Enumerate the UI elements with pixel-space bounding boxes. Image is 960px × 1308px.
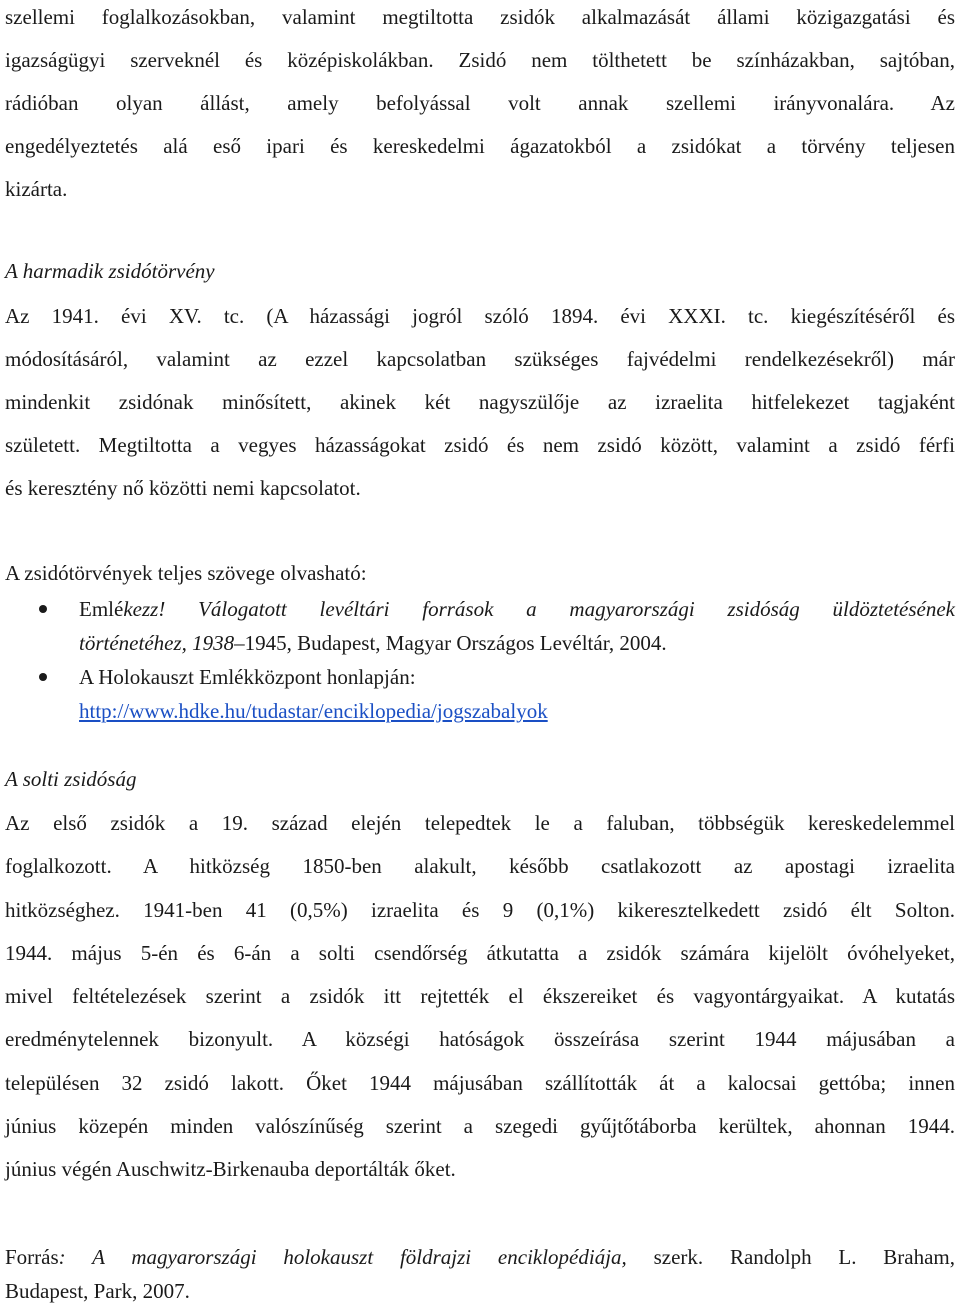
third-law-line-2: módosításáról, valamint az ezzel kapcsolatban szükséges fajvédelmi rendelkezésekről) már	[5, 347, 955, 371]
citation-line-2: Budapest, Park, 2007.	[5, 1279, 190, 1303]
solt-line-7: településen 32 zsidó lakott. Őket 1944 májusában szállították át a kalocsai gettóba; innen	[5, 1071, 955, 1095]
third-law-line-4: született. Megtiltotta a vegyes házasságokat zsidó és nem zsidó között, valamint a zsidó férfi	[5, 433, 955, 457]
sources-intro: A zsidótörvények teljes szövege olvasható:	[5, 561, 367, 585]
solt-line-1: Az első zsidók a 19. század elején telepedtek le a faluban, többségük kereskedelemmel	[5, 811, 955, 835]
list-item	[5, 592, 955, 660]
source-1-line-1: Emlékezz! Válogatott levéltári források a magyarországi zsidóság üldöztetésének	[79, 597, 955, 621]
source-2-label: A Holokauszt Emlékközpont honlapján:	[79, 665, 416, 689]
bullet-icon	[39, 673, 47, 681]
third-law-line-1: Az 1941. évi XV. tc. (A házassági jogról szóló 1894. évi XXXI. tc. kiegészítéséről és	[5, 304, 955, 328]
bullet-icon	[39, 605, 47, 613]
solt-line-6: eredménytelennek bizonyult. A községi hatóságok összeírása szerint 1944 májusában a	[5, 1027, 955, 1051]
intro-line-2: igazságügyi szerveknél és középiskolákban. Zsidó nem tölthetett be színházakban, sajtóban,	[5, 48, 955, 72]
source-1-line-2: történetéhez, 1938–1945, Budapest, Magyar Országos Levéltár, 2004.	[79, 631, 667, 655]
intro-line-3: rádióban olyan állást, amely befolyással volt annak szellemi irányvonalára. Az	[5, 91, 955, 115]
third-law-line-3: mindenkit zsidónak minősített, akinek két nagyszülője az izraelita hitfelekezet tagjaként	[5, 390, 955, 414]
intro-line-1: szellemi foglalkozásokban, valamint megtiltotta zsidók alkalmazását állami közigazgatási és	[5, 5, 955, 29]
solt-line-2: foglalkozott. A hitközség 1850-ben alakult, később csatlakozott az apostagi izraelita	[5, 854, 955, 878]
solt-line-8: június közepén minden valószínűség szerint a szegedi gyűjtőtáborba kerültek, ahonnan 1944.	[5, 1114, 955, 1138]
third-law-heading: A harmadik zsidótörvény	[5, 259, 215, 283]
solt-line-5: mivel feltételezések szerint a zsidók itt rejtették el ékszereiket és vagyontárgyaikat. A kutatás	[5, 984, 955, 1008]
solt-line-9: június végén Auschwitz-Birkenauba deportálták őket.	[5, 1157, 456, 1181]
hdke-link[interactable]: http://www.hdke.hu/tudastar/enciklopedia/jogszabalyok	[79, 699, 548, 723]
citation-line-1: Forrás: A magyarországi holokauszt földrajzi enciklopédiája, szerk. Randolph L. Braham,	[5, 1245, 955, 1269]
intro-line-5: kizárta.	[5, 177, 68, 201]
list-item	[5, 660, 955, 728]
solt-line-4: 1944. május 5-én és 6-án a solti csendőrség átkutatta a zsidók számára kijelölt óvóhelyeket,	[5, 941, 955, 965]
solt-line-3: hitközséghez. 1941-ben 41 (0,5%) izraelita és 9 (0,1%) kikeresztelkedett zsidó élt Solton.	[5, 898, 955, 922]
intro-line-4: engedélyeztetés alá eső ipari és kereskedelmi ágazatokból a zsidókat a törvény teljesen	[5, 134, 955, 158]
sources-list	[5, 592, 955, 728]
solt-heading: A solti zsidóság	[5, 767, 137, 791]
third-law-line-5: és keresztény nő közötti nemi kapcsolatot.	[5, 476, 361, 500]
source-citation	[5, 1240, 955, 1308]
